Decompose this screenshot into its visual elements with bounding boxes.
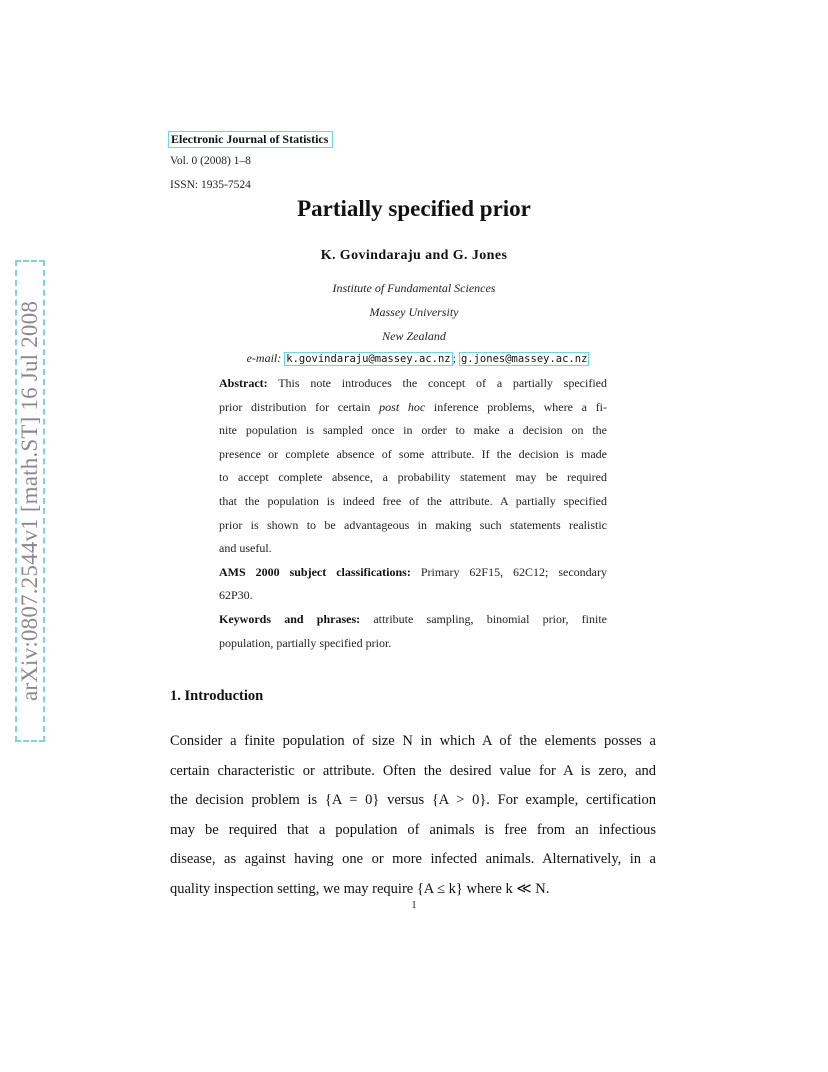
abstract-line: presence or complete absence of some attribute. If the decision is made [219,446,607,461]
abstract-line: and useful. [219,541,272,556]
volume-info: Vol. 0 (2008) 1–8 [170,155,251,167]
affiliation-university: Massey University [369,305,459,319]
email-label: e-mail: [246,351,282,365]
introduction-body [170,729,656,906]
paper-title: Partially specified prior [297,196,531,221]
section-heading-introduction: 1. Introduction [170,688,264,704]
body-line: may be required that a population of animals is free from an infectious [170,821,656,838]
affiliation-institute: Institute of Fundamental Sciences [332,281,496,295]
abstract-line: to accept complete absence, a probability statement may be required [219,470,607,485]
abstract-italic-phrase: post hoc [379,399,426,414]
keywords: Keywords and phrases: attribute sampling, binomial prior, finite [219,611,607,626]
body-line: the decision problem is {A = 0} versus {A > 0}. For example, certification [170,792,656,808]
abstract-line: nite population is sampled once in order to make a decision on the [219,423,607,438]
keywords-label: Keywords and phrases: [219,611,361,626]
abstract-label: Abstract: [219,376,268,390]
ams-classification-cont: 62P30. [219,588,253,603]
email-link-jones[interactable]: g.jones@massey.ac.nz [460,353,588,365]
paper-authors: K. Govindaraju and G. Jones [320,248,508,263]
journal-link[interactable]: Electronic Journal of Statistics [168,131,333,148]
ams-classification: AMS 2000 subject classifications: Primary 62F15, 62C12; secondary [219,564,607,579]
abstract-line: prior distribution for certain post hoc inference problems, where a fi- [219,399,608,414]
abstract [219,372,607,655]
keywords-cont: population, partially specified prior. [219,635,392,650]
abstract-line: Abstract: This note introduces the concept of a partially specified [219,376,607,390]
ams-label: AMS 2000 subject classifications: [219,564,411,579]
email-separator: ; [452,351,456,365]
page-number: 1 [411,899,417,911]
abstract-line: that the population is indeed free of the attribute. A partially specified [219,493,607,508]
body-line: Consider a finite population of size N in which A of the elements posses a [170,733,656,749]
body-line: quality inspection setting, we may require {A ≤ k} where k ≪ N. [170,880,550,897]
email-link-govindaraju[interactable]: k.govindaraju@massey.ac.nz [286,353,451,365]
affiliation-country: New Zealand [382,329,446,343]
email-line [0,351,828,366]
issn-info: ISSN: 1935-7524 [170,179,251,191]
abstract-line: prior is shown to be advantageous in making such statements realistic [219,517,607,532]
body-line: certain characteristic or attribute. Often the desired value for A is zero, and [170,762,656,779]
body-line: disease, as against having one or more infected animals. Alternatively, in a [170,851,656,867]
arxiv-identifier: arXiv:0807.2544v1 [math.ST] 16 Jul 2008 [17,300,42,702]
